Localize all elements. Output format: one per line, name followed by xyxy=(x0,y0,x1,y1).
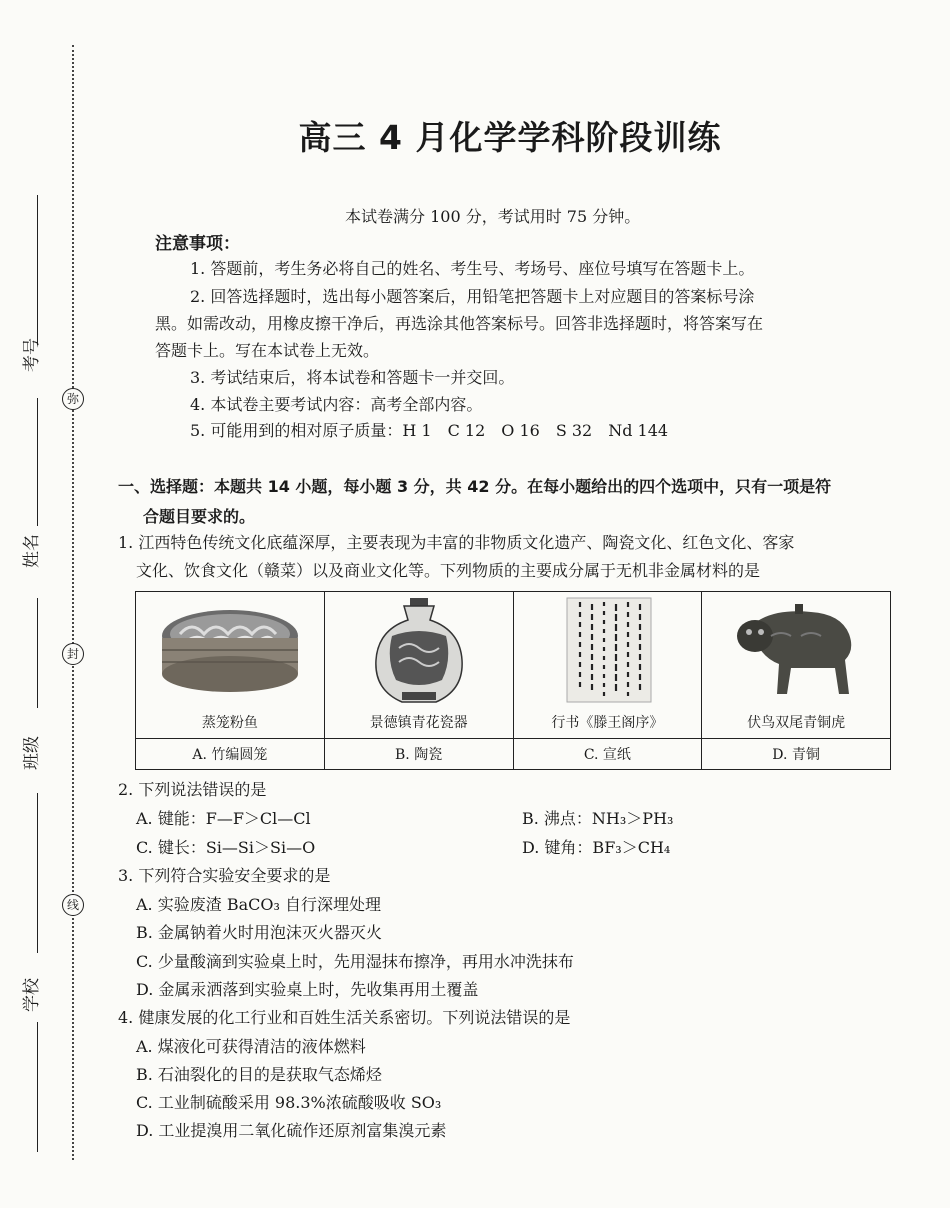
notice-item-4: 4. 本试卷主要考试内容：高考全部内容。 xyxy=(190,395,483,414)
q1-cell-b xyxy=(324,592,513,739)
school-line xyxy=(37,1022,38,1152)
seal-feng: 封 xyxy=(62,643,84,665)
q1-caption-c: 行书《滕王阁序》 xyxy=(551,715,664,731)
exam-number-label: 考号 xyxy=(22,338,42,372)
q1-option-b: B. 陶瓷 xyxy=(324,739,513,770)
q4-option-b: B. 石油裂化的目的是获取气态烯烃 xyxy=(136,1065,382,1084)
section-heading-line1: 一、选择题：本题共 14 小题，每小题 3 分，共 42 分。在每小题给出的四个选项中，只有一项是符 xyxy=(118,477,832,496)
q1-stem-line2: 文化、饮食文化（赣菜）以及商业文化等。下列物质的主要成分属于无机非金属材料的是 xyxy=(136,561,761,580)
page-title: 高三 4 月化学学科阶段训练 xyxy=(298,118,722,157)
q2-option-a: A. 键能：F—F＞Cl—Cl xyxy=(136,809,311,828)
notice-item-3: 3. 考试结束后，将本试卷和答题卡一并交回。 xyxy=(190,368,515,387)
q3-stem: 3. 下列符合实验安全要求的是 xyxy=(118,866,331,885)
class-line xyxy=(37,793,38,953)
q2-option-c: C. 键长：Si—Si＞Si—O xyxy=(136,838,316,857)
q4-stem: 4. 健康发展的化工行业和百姓生活关系密切。下列说法错误的是 xyxy=(118,1008,571,1027)
notice-item-5: 5. 可能用到的相对原子质量：H 1 C 12 O 16 S 32 Nd 144 xyxy=(190,421,669,440)
q1-option-a: A. 竹编圆笼 xyxy=(136,739,325,770)
notice-item-2-cont: 黑。如需改动，用橡皮擦干净后，再选涂其他答案标号。回答非选择题时，将答案写在 xyxy=(155,314,764,333)
q1-image-table xyxy=(135,591,891,770)
bronze-tiger-image xyxy=(721,596,871,704)
class-label: 班级 xyxy=(22,736,42,770)
notice-item-2: 2. 回答选择题时，选出每小题答案后，用铅笔把答题卡上对应题目的答案标号涂 xyxy=(190,287,755,306)
seal-xian: 线 xyxy=(62,894,84,916)
q2-option-d: D. 键角：BF₃＞CH₄ xyxy=(522,838,671,857)
q1-stem-line1: 1. 江西特色传统文化底蕴深厚，主要表现为丰富的非物质文化遗产、陶瓷文化、红色文化、客家 xyxy=(118,533,795,552)
q4-option-a: A. 煤液化可获得清洁的液体燃料 xyxy=(136,1037,366,1056)
notice-item-2-end: 答题卡上。写在本试卷上无效。 xyxy=(155,341,380,360)
school-label: 学校 xyxy=(22,978,42,1012)
q4-option-d: D. 工业提溴用二氧化硫作还原剂富集溴元素 xyxy=(136,1121,447,1140)
q3-option-d: D. 金属汞洒落到实验桌上时，先收集再用土覆盖 xyxy=(136,980,479,999)
seal-mi: 弥 xyxy=(62,388,84,410)
q3-option-b: B. 金属钠着火时用泡沫灭火器灭火 xyxy=(136,923,382,942)
section-heading xyxy=(118,472,898,532)
notice-item-1: 1. 答题前，考生务必将自己的姓名、考生号、考场号、座位号填写在答题卡上。 xyxy=(190,259,755,278)
q1-cell-c xyxy=(513,592,702,739)
q1-caption-a: 蒸笼粉鱼 xyxy=(201,715,258,731)
name-line xyxy=(37,398,38,526)
exam-number-line xyxy=(37,195,38,345)
q2-stem: 2. 下列说法错误的是 xyxy=(118,780,267,799)
q1-option-d: D. 青铜 xyxy=(702,739,891,770)
steamer-basket-image xyxy=(155,596,305,704)
q4-option-c: C. 工业制硫酸采用 98.3%浓硫酸吸收 SO₃ xyxy=(136,1093,442,1112)
binding-dotted-line xyxy=(72,45,74,1160)
q1-cell-d xyxy=(702,592,891,739)
porcelain-vase-image xyxy=(344,596,494,704)
q2-option-b: B. 沸点：NH₃＞PH₃ xyxy=(522,809,674,828)
q1-caption-d: 伏鸟双尾青铜虎 xyxy=(747,715,846,731)
q1-option-c: C. 宣纸 xyxy=(513,739,702,770)
q3-option-a: A. 实验废渣 BaCO₃ 自行深埋处理 xyxy=(136,895,381,914)
q1-cell-a xyxy=(136,592,325,739)
q3-option-c: C. 少量酸滴到实验桌上时，先用湿抹布擦净，再用水冲洗抹布 xyxy=(136,952,574,971)
exam-info: 本试卷满分 100 分，考试用时 75 分钟。 xyxy=(345,207,641,226)
q1-caption-b: 景德镇青花瓷器 xyxy=(369,715,468,731)
name-line-lower xyxy=(37,598,38,708)
section-heading-line2: 合题目要求的。 xyxy=(143,507,256,526)
calligraphy-image xyxy=(532,596,682,704)
notice-heading: 注意事项： xyxy=(155,234,240,254)
name-label: 姓名 xyxy=(22,534,42,568)
